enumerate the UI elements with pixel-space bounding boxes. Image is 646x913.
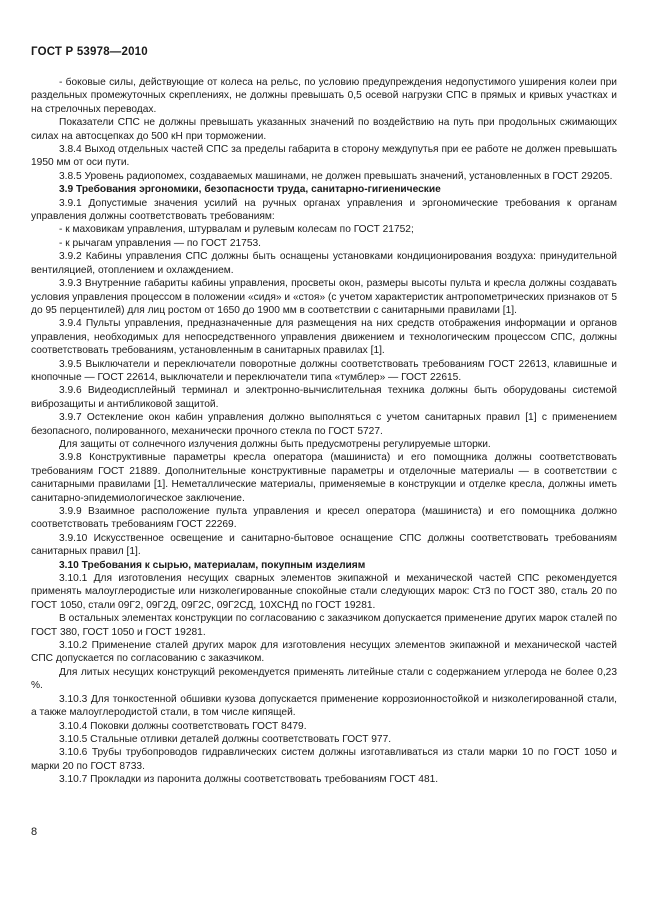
paragraph: 3.9.7 Остекление окон кабин управления должно выполняться с учетом санитарных правил [1] с применением безопасного, полированного, механически прочного стекла по ГОСТ 5727. xyxy=(31,412,617,437)
paragraph: 3.9.5 Выключатели и переключатели поворотные должны соответствовать требованиям ГОСТ 22613, клавишные и кнопочные — ГОСТ 22614, выключатели и переключатели типа «тумблер» — ГОСТ 22615. xyxy=(31,358,617,383)
paragraph: 3.10.7 Прокладки из паронита должны соответствовать требованиям ГОСТ 481. xyxy=(59,774,439,786)
paragraph: В остальных элементах конструкции по согласованию с заказчиком допускается применение других марок сталей по ГОСТ 380, ГОСТ 1050 и ГОСТ 19281. xyxy=(31,613,617,638)
paragraph: Показатели СПС не должны превышать указанных значений по воздействию на путь при продольных сжимающих силах на автосцепках до 500 кН при торможении. xyxy=(31,117,617,142)
paragraph: 3.9.4 Пульты управления, предназначенные для размещения на них средств отображения информации и органов управления, необходимых для непосредственного управления движением и технологическим процессом СПС, должны соответствовать требованиям, установленным в санитарных правилах [1]. xyxy=(31,318,617,357)
paragraph: 3.10.1 Для изготовления несущих сварных элементов экипажной и механической частей СПС рекомендуется применять малоуглеродистые или низколегированные спокойные стали следующих марок: Ст3 по ГОСТ 380, сталь 20 по ГОСТ 1050, стали 09Г2, 09Г2Д, 09Г2С, 09Г2СД, 10ХСНД по ГОСТ 19281. xyxy=(31,573,617,611)
paragraph: Для литых несущих конструкций рекомендуется применять литейные стали с содержанием углерода не более 0,23 %. xyxy=(31,666,617,692)
section-heading-3-10: 3.10 Требования к сырью, материалам, покупным изделиям xyxy=(59,559,366,571)
list-item: - к рычагам управления — по ГОСТ 21753. xyxy=(59,237,261,249)
paragraph: 3.9.1 Допустимые значения усилий на ручных органах управления и эргономические требования к органам управления должны соответствовать требованиям: xyxy=(31,197,617,223)
list-item: - к маховикам управления, штурвалам и рулевым колесам по ГОСТ 21752; xyxy=(59,224,414,236)
paragraph: 3.9.9 Взаимное расположение пульта управления и кресел оператора (машиниста) и его помощника должно соответствовать требованиям ГОСТ 22269. xyxy=(31,506,617,531)
paragraph: 3.9.8 Конструктивные параметры кресла оператора (машиниста) и его помощника должны соответствовать требованиям ГОСТ 21889. Дополнительные конструктивные параметры и отделочные материалы — в соответствии с санитарными правилами [1]. Неметаллические материалы, применяемые в конструкции и отделке кресла, должны иметь санитарно-эпидемиологическое заключение. xyxy=(31,452,617,504)
paragraph: 3.10.2 Применение сталей других марок для изготовления несущих элементов экипажной и механической частей СПС допускается по согласованию с заказчиком. xyxy=(31,640,617,665)
paragraph: 3.9.2 Кабины управления СПС должны быть оснащены установками кондиционирования воздуха: принудительной вентиляцией, отоплением и охлаждением. xyxy=(31,251,617,276)
paragraph: 3.9.6 Видеодисплейный терминал и электронно-вычислительная техника должны быть оборудованы системой виброзащиты и антибликовой защитой. xyxy=(31,385,617,410)
paragraph: 3.8.5 Уровень радиопомех, создаваемых машинами, не должен превышать значений, установленных в ГОСТ 29205. xyxy=(59,170,613,182)
paragraph: 3.9.10 Искусственное освещение и санитарно-бытовое оснащение СПС должны соответствовать требованиям санитарных правил [1]. xyxy=(31,532,617,558)
paragraph: 3.8.4 Выход отдельных частей СПС за пределы габарита в сторону междупутья при ее работе не должен превышать 1950 мм от оси пути. xyxy=(31,144,617,169)
paragraph: 3.10.3 Для тонкостенной обшивки кузова допускается применение коррозионностойкой и низколегированной стали, а также малоуглеродистой стали, в том числе кипящей. xyxy=(31,693,617,719)
paragraph: - боковые силы, действующие от колеса на рельс, по условию предупреждения недопустимого уширения колеи при раздельных промежуточных скреплениях, не должны превышать 0,5 осевой нагрузки СПС в прямых и кривых участках и на стрелочных переводах. xyxy=(31,77,617,115)
paragraph: 3.9.3 Внутренние габариты кабины управления, просветы окон, размеры высоты пульта и кресла должны создавать условия управления процессом в положении «сидя» и «стоя» (с учетом характеристик антропометрических признаков от 5 до 95 перцентилей) для лиц ростом от 1650 до 1900 мм в соответствии с санитарными правилами [1]. xyxy=(31,278,617,316)
paragraph: 3.10.4 Поковки должны соответствовать ГОСТ 8479. xyxy=(59,720,307,732)
section-heading-3-9: 3.9 Требования эргономики, безопасности труда, санитарно-гигиенические xyxy=(59,184,441,196)
page-header-standard-number: ГОСТ Р 53978—2010 xyxy=(31,46,148,58)
page-body xyxy=(31,76,617,787)
paragraph: 3.10.5 Стальные отливки деталей должны соответствовать ГОСТ 977. xyxy=(59,733,392,745)
page-number: 8 xyxy=(31,826,38,838)
paragraph: 3.10.6 Трубы трубопроводов гидравлических систем должны изготавливаться из стали марки 10 по ГОСТ 1050 и марки 20 по ГОСТ 8733. xyxy=(31,747,617,772)
paragraph: Для защиты от солнечного излучения должны быть предусмотрены регулируемые шторки. xyxy=(59,438,491,450)
